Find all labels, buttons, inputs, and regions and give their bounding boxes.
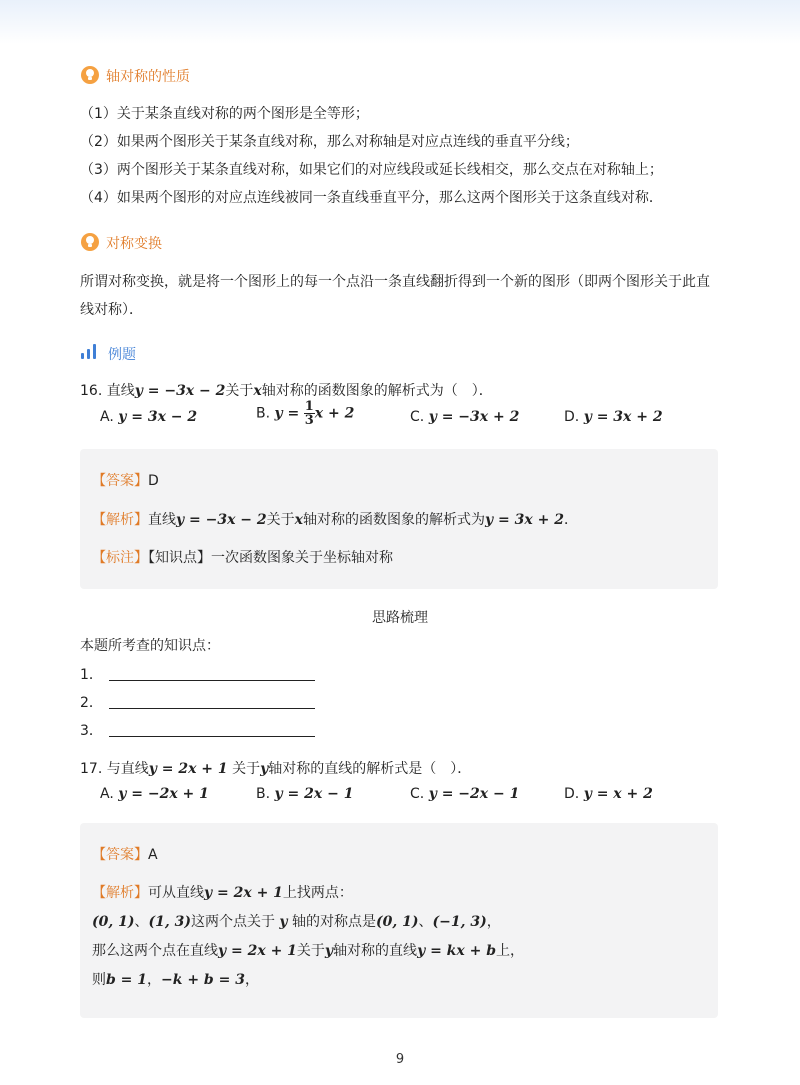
answer-line: 【答案】A <box>92 847 158 863</box>
option-b: B. y = 2x − 1 <box>256 786 354 802</box>
knowledge-blank-1: 1． <box>80 664 315 684</box>
fill-blank-line[interactable] <box>109 694 315 709</box>
thinking-intro: 本题所考查的知识点： <box>80 638 220 654</box>
answer-value: D <box>148 473 159 489</box>
section-title-transform: 对称变换 <box>106 236 162 252</box>
option-b: B. y = $\frac{1}{3}$ x + 2 <box>256 399 355 428</box>
answer-value: A <box>148 847 158 863</box>
fill-blank-line[interactable] <box>109 666 315 681</box>
equation: y = −3x − 2 <box>134 383 226 399</box>
top-header-band <box>0 0 800 44</box>
question-number: 17. <box>80 761 103 777</box>
property-item-3: （3）两个图形关于某条直线对称，如果它们的对应线段或延长线相交，那么交点在对称轴上； <box>80 162 663 178</box>
option-c: C. y = −3x + 2 <box>410 409 520 425</box>
analysis-line: 【解析】直线y = −3x − 2关于x轴对称的函数图象的解析式为y = 3x + 2． <box>92 512 578 528</box>
analysis-line-4: 则b = 1，−k + b = 3， <box>92 972 259 988</box>
knowledge-blank-2: 2． <box>80 692 315 712</box>
option-a: A. y = 3x − 2 <box>100 409 198 425</box>
lightbulb-icon <box>81 66 99 84</box>
question-text: 关于 <box>225 383 254 399</box>
note-line: 【标注】【知识点】一次函数图象关于坐标轴对称 <box>92 550 393 566</box>
question-text: 直线 <box>106 383 135 399</box>
answer-line: 【答案】D <box>92 473 159 489</box>
axis-variable: x <box>253 383 262 399</box>
page-number: 9 <box>395 1052 405 1067</box>
property-item-2: （2）如果两个图形关于某条直线对称，那么对称轴是对应点连线的垂直平分线； <box>80 134 579 150</box>
lightbulb-icon <box>81 233 99 251</box>
thinking-title: 思路梳理 <box>372 610 428 626</box>
property-item-4: （4）如果两个图形的对应点连线被同一条直线垂直平分，那么这两个图形关于这条直线对称． <box>80 190 663 206</box>
question-16 <box>80 380 493 400</box>
section-title-properties: 轴对称的性质 <box>106 69 190 85</box>
analysis-line-1: 【解析】可从直线y = 2x + 1上找两点： <box>92 885 353 901</box>
section-title-examples: 例题 <box>108 347 136 363</box>
transform-text-line-2: 线对称）． <box>80 302 143 318</box>
knowledge-blank-3: 3． <box>80 720 315 740</box>
option-c: C. y = −2x − 1 <box>410 786 520 802</box>
property-item-1: （1）关于某条直线对称的两个图形是全等形； <box>80 106 369 122</box>
analysis-line-3: 那么这两个点在直线y = 2x + 1关于y轴对称的直线y = kx + b上， <box>92 943 524 959</box>
question-text: 轴对称的函数图象的解析式为（ ）． <box>261 383 493 399</box>
option-a: A. y = −2x + 1 <box>100 786 209 802</box>
bar-chart-icon <box>81 343 101 359</box>
option-d: D. y = x + 2 <box>564 786 653 802</box>
transform-text-line-1: 所谓对称变换，就是将一个图形上的每一个点沿一条直线翻折得到一个新的图形（即两个图形关于此直 <box>80 274 710 290</box>
analysis-line-2: (0, 1)、(1, 3)这两个点关于 y 轴的对称点是(0, 1)、(−1, 3)， <box>92 914 501 930</box>
option-d: D. y = 3x + 2 <box>564 409 663 425</box>
question-17: 17. 与直线y = 2x + 1 关于y轴对称的直线的解析式是（ ）． <box>80 761 472 777</box>
fill-blank-line[interactable] <box>109 722 315 737</box>
question-number: 16. <box>80 383 103 399</box>
fraction: $\frac{1}{3}$ <box>304 399 314 428</box>
